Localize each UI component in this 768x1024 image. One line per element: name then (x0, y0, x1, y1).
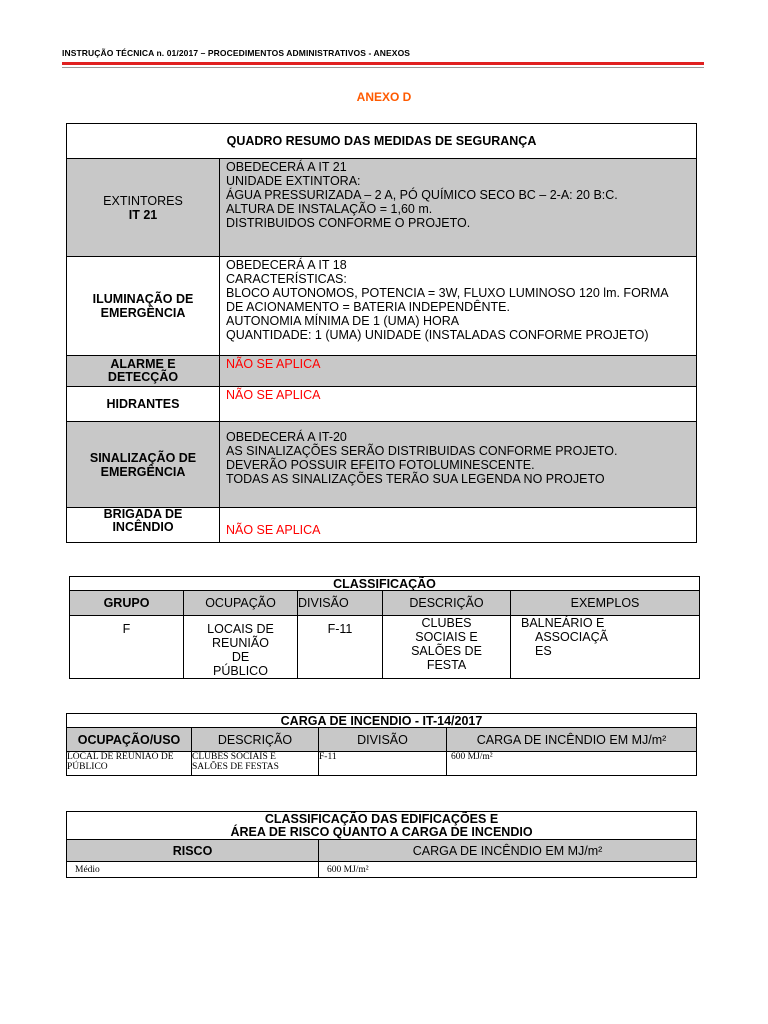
row-sinalizacao (67, 422, 697, 508)
header-divisao: DIVISÃO (298, 591, 383, 616)
cell-risco: Médio (67, 862, 319, 878)
header-gray-rule (62, 67, 704, 68)
classification-header-row (70, 591, 700, 616)
content-brigada: NÃO SE APLICA (220, 508, 697, 543)
row-iluminacao (67, 257, 697, 356)
header-red-rule (62, 62, 704, 65)
risk-header-row (67, 840, 697, 862)
risk-table (66, 811, 697, 878)
header-carga: CARGA DE INCÊNDIO EM MJ/m² (447, 728, 697, 752)
risk-table-title: CLASSIFICAÇÃO DAS EDIFICAÇÕES E ÁREA DE RISCO QUANTO A CARGA DE INCENDIO (67, 812, 697, 840)
classification-title: CLASSIFICAÇÃO (70, 577, 700, 591)
fire-load-table (66, 713, 697, 776)
label-extintores: EXTINTORES IT 21 (67, 159, 220, 257)
header-carga: CARGA DE INCÊNDIO EM MJ/m² (319, 840, 697, 862)
header-ocupacao-uso: OCUPAÇÃO/USO (67, 728, 192, 752)
content-iluminacao: OBEDECERÁ A IT 18 CARACTERÍSTICAS: BLOCO AUTONOMOS, POTENCIA = 3W, FLUXO LUMINOSO 120 lm. FORMA DE ACIONAMENTO = BATERIA INDEPENDÊNTE. AUTONOMIA MÍNIMA DE 1 (UMA) HORA QUANTIDADE: 1 (UMA) UNIDADE (INSTALADAS CONFORME PROJETO) (220, 257, 697, 356)
risk-row (67, 862, 697, 878)
content-hidrantes: NÃO SE APLICA (220, 387, 697, 422)
cell-ocupacao: LOCAIS DE REUNIÃO DE PÚBLICO (184, 616, 298, 679)
cell-carga: 600 MJ/m² (319, 862, 697, 878)
cell-exemplos: BALNEÁRIO E ASSOCIAÇÃ ES (511, 616, 700, 679)
cell-carga: 600 MJ/m² (447, 752, 697, 776)
content-sinalizacao: OBEDECERÁ A IT-20 AS SINALIZAÇÕES SERÃO DISTRIBUIDAS CONFORME PROJETO. DEVERÃO POSSUIR EFEITO FOTOLUMINESCENTE. TODAS AS SINALIZAÇÕES TERÃO SUA LEGENDA NO PROJETO (220, 422, 697, 508)
cell-divisao: F-11 (298, 616, 383, 679)
header-grupo: GRUPO (70, 591, 184, 616)
label-alarme: ALARME E DETECÇÃO (67, 356, 220, 387)
summary-table-title: QUADRO RESUMO DAS MEDIDAS DE SEGURANÇA (67, 124, 697, 159)
document-header: INSTRUÇÃO TÉCNICA n. 01/2017 – PROCEDIMENTOS ADMINISTRATIVOS - ANEXOS (62, 48, 411, 58)
fire-load-title: CARGA DE INCENDIO - IT-14/2017 (67, 714, 697, 728)
row-extintores (67, 159, 697, 257)
cell-descricao: CLUBES SOCIAIS E SALÕES DE FESTAS (192, 752, 319, 776)
header-risco: RISCO (67, 840, 319, 862)
label-sinalizacao: SINALIZAÇÃO DE EMERGÊNCIA (67, 422, 220, 508)
classification-table (69, 576, 700, 679)
header-descricao: DESCRIÇÃO (383, 591, 511, 616)
label-hidrantes: HIDRANTES (67, 387, 220, 422)
header-descricao: DESCRIÇÃO (192, 728, 319, 752)
header-exemplos: EXEMPLOS (511, 591, 700, 616)
row-hidrantes (67, 387, 697, 422)
annex-title: ANEXO D (356, 90, 412, 104)
classification-row (70, 616, 700, 679)
content-alarme: NÃO SE APLICA (220, 356, 697, 387)
content-extintores: OBEDECERÁ A IT 21 UNIDADE EXTINTORA: ÁGUA PRESSURIZADA – 2 A, PÓ QUÍMICO SECO BC – 2-A: 20 B:C. ALTURA DE INSTALAÇÃO = 1,60 m. DISTRIBUIDOS CONFORME O PROJETO. (220, 159, 697, 257)
row-alarme (67, 356, 697, 387)
label-iluminacao: ILUMINAÇÃO DE EMERGÊNCIA (67, 257, 220, 356)
cell-grupo: F (70, 616, 184, 679)
header-divisao: DIVISÃO (319, 728, 447, 752)
label-brigada: BRIGADA DE INCÊNDIO (67, 508, 220, 543)
header-ocupacao: OCUPAÇÃO (184, 591, 298, 616)
cell-divisao: F-11 (319, 752, 447, 776)
fire-load-row (67, 752, 697, 776)
row-brigada (67, 508, 697, 543)
cell-descricao: CLUBES SOCIAIS E SALÕES DE FESTA (383, 616, 511, 679)
cell-ocupacao-uso: LOCAL DE REUNIÃO DE PÚBLICO (67, 752, 192, 776)
fire-load-header-row (67, 728, 697, 752)
safety-summary-table (66, 123, 697, 543)
